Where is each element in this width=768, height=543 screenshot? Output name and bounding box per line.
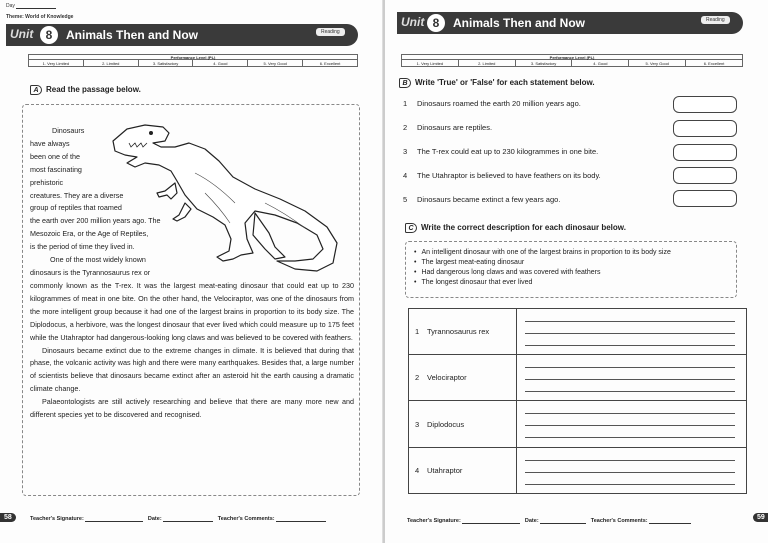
date-line[interactable] [163, 517, 213, 522]
table-row [409, 401, 746, 448]
perf-level[interactable]: 2. Limited [459, 60, 516, 67]
perf-level[interactable]: 6. Excellent [319, 61, 341, 66]
answer-line[interactable] [525, 367, 735, 368]
teacher-footer: Teacher's Signature: Date: Teacher's Comments: [30, 516, 370, 522]
unit-title: Animals Then and Now [453, 16, 586, 30]
teacher-footer: Teacher's Signature: Date: Teacher's Comments: [407, 518, 752, 524]
description-item: • The longest dinosaur that ever lived [414, 278, 728, 288]
performance-level-table [28, 54, 358, 67]
answer-line[interactable] [525, 484, 735, 485]
unit-title: Animals Then and Now [66, 28, 199, 42]
perf-level[interactable]: 3. Satisfactory [139, 60, 194, 67]
performance-title: Performance Level (PL) [29, 55, 357, 60]
signature-line[interactable] [462, 519, 520, 524]
comments-line[interactable] [276, 517, 326, 522]
perf-level[interactable]: 1. Very Limited [402, 60, 459, 67]
statement-3: 3 The T-rex could eat up to 230 kilogrammes in one bite. [403, 147, 599, 156]
answer-line[interactable] [525, 413, 735, 414]
table-row [409, 309, 746, 355]
table-row [409, 355, 746, 401]
paragraph-2: commonly known as the T-rex. It was the largest meat-eating dinosaur that could eat up to 230 kilogrammes of meat in one bite. On the other hand, the Velociraptor, was one of the dinosaurs from the more intelligent group because it had one of the largest brains in proportion to its body size. The Diplodocus, a herbivore, was the longest dinosaur that ever lived which could measure up to 175 feet while the Utahraptor had dangerous-looking long claws and was believed to be covered with feathers. Dinosaurs became extinct due to the extreme changes in climate. It is believed that during that phase, the volcanic activity was high and there were many earthquakes. Besides that, a large number of scientists believe that dinosaurs became extinct after an asteroid hit the earth causing a dramatic climate change. Palaeontologists are still actively researching and believe that there are many more new and different species yet to be discovered and recognised. [30, 280, 354, 422]
page-number: 58 [0, 513, 16, 522]
statement-1: 1 Dinosaurs roamed the earth 20 million years ago. [403, 99, 581, 108]
description-item: • An intelligent dinosaur with one of the largest brains in proportion to its body size [414, 248, 728, 258]
dinosaur-name: 2 Velociraptor [409, 355, 517, 400]
left-page [0, 0, 383, 543]
perf-level[interactable]: 5. Very Good [629, 60, 686, 67]
performance-level-table [401, 54, 743, 67]
unit-number: 8 [427, 14, 445, 32]
section-c-heading: C Write the correct description for each dinosaur below. [405, 223, 626, 233]
paragraph-4: Palaeontologists are still actively researching and believe that there are many more new and different species yet to be discovered and recognised. [30, 397, 354, 420]
reading-tag: Reading [316, 28, 345, 36]
perf-level[interactable]: 4. Good [193, 60, 248, 67]
perf-level[interactable]: 5. Very Good [248, 60, 303, 67]
answer-line[interactable] [525, 472, 735, 473]
dinosaur-table [408, 308, 747, 494]
section-a-letter: A [30, 85, 42, 95]
answer-line[interactable] [525, 391, 735, 392]
performance-title: Performance Level (PL) [402, 55, 742, 60]
unit-word: Unit [10, 27, 34, 41]
date-line[interactable] [540, 519, 586, 524]
description-item: • The largest meat-eating dinosaur [414, 258, 728, 268]
statement-5: 5 Dinosaurs became extinct a few years ago. [403, 195, 561, 204]
dinosaur-name: 4 Utahraptor [409, 448, 517, 493]
dinosaur-name: 3 Diplodocus [409, 401, 517, 447]
statement-2: 2 Dinosaurs are reptiles. [403, 123, 493, 132]
section-b-heading: B Write 'True' or 'False' for each statement below. [399, 78, 595, 88]
statement-4: 4 The Utahraptor is believed to have feathers on its body. [403, 171, 601, 180]
perf-level[interactable]: 1. Very Limited [29, 60, 84, 67]
paragraph-3: Dinosaurs became extinct due to the extreme changes in climate. It is believed that during that phase, the volcanic activity was high and there were many earthquakes. Besides that, a large number of scientists believe that dinosaurs became extinct after an asteroid hit the earth causing a dramatic climate change. [30, 345, 354, 394]
answer-line[interactable] [525, 333, 735, 334]
dinosaur-name: 1 Tyrannosaurus rex [409, 309, 517, 354]
perf-level[interactable]: 3. Satisfactory [516, 60, 573, 67]
section-c-letter: C [405, 223, 417, 233]
unit-header [6, 24, 358, 46]
description-box [405, 241, 737, 298]
answer-line[interactable] [525, 379, 735, 380]
signature-line[interactable] [85, 517, 143, 522]
answer-line[interactable] [525, 345, 735, 346]
perf-level[interactable]: 6. Excellent [703, 61, 725, 66]
unit-number: 8 [40, 26, 58, 44]
perf-level[interactable]: 4. Good [572, 60, 629, 67]
answer-line[interactable] [525, 321, 735, 322]
comments-line[interactable] [649, 519, 691, 524]
answer-box-5[interactable] [673, 190, 737, 207]
right-page [385, 0, 768, 543]
unit-word: Unit [401, 15, 425, 29]
answer-line[interactable] [525, 425, 735, 426]
unit-header [397, 12, 743, 34]
page-number: 59 [753, 513, 768, 522]
answer-line[interactable] [525, 460, 735, 461]
section-a-heading: A Read the passage below. [30, 85, 141, 95]
day-label: Day [6, 3, 56, 9]
passage-box [22, 104, 360, 496]
answer-box-2[interactable] [673, 120, 737, 137]
reading-tag: Reading [701, 16, 730, 24]
answer-box-3[interactable] [673, 144, 737, 161]
description-item: • Had dangerous long claws and was covered with feathers [414, 268, 728, 278]
answer-box-1[interactable] [673, 96, 737, 113]
answer-box-4[interactable] [673, 167, 737, 184]
answer-line[interactable] [525, 437, 735, 438]
perf-level[interactable]: 2. Limited [84, 60, 139, 67]
paragraph-1: Dinosaurs have always been one of the most fascinating prehistoric creatures. They are a diverse group of reptiles that roamed the earth over 200 million years ago. The Mesozoic Era, or the Age of Reptiles, is the period of time they lived in. One of the most widely known dinosaurs is the Tyrannosaurus rex or [30, 126, 161, 277]
theme-label: Theme: World of Knowledge [6, 14, 74, 20]
section-b-letter: B [399, 78, 411, 88]
table-row [409, 448, 746, 493]
